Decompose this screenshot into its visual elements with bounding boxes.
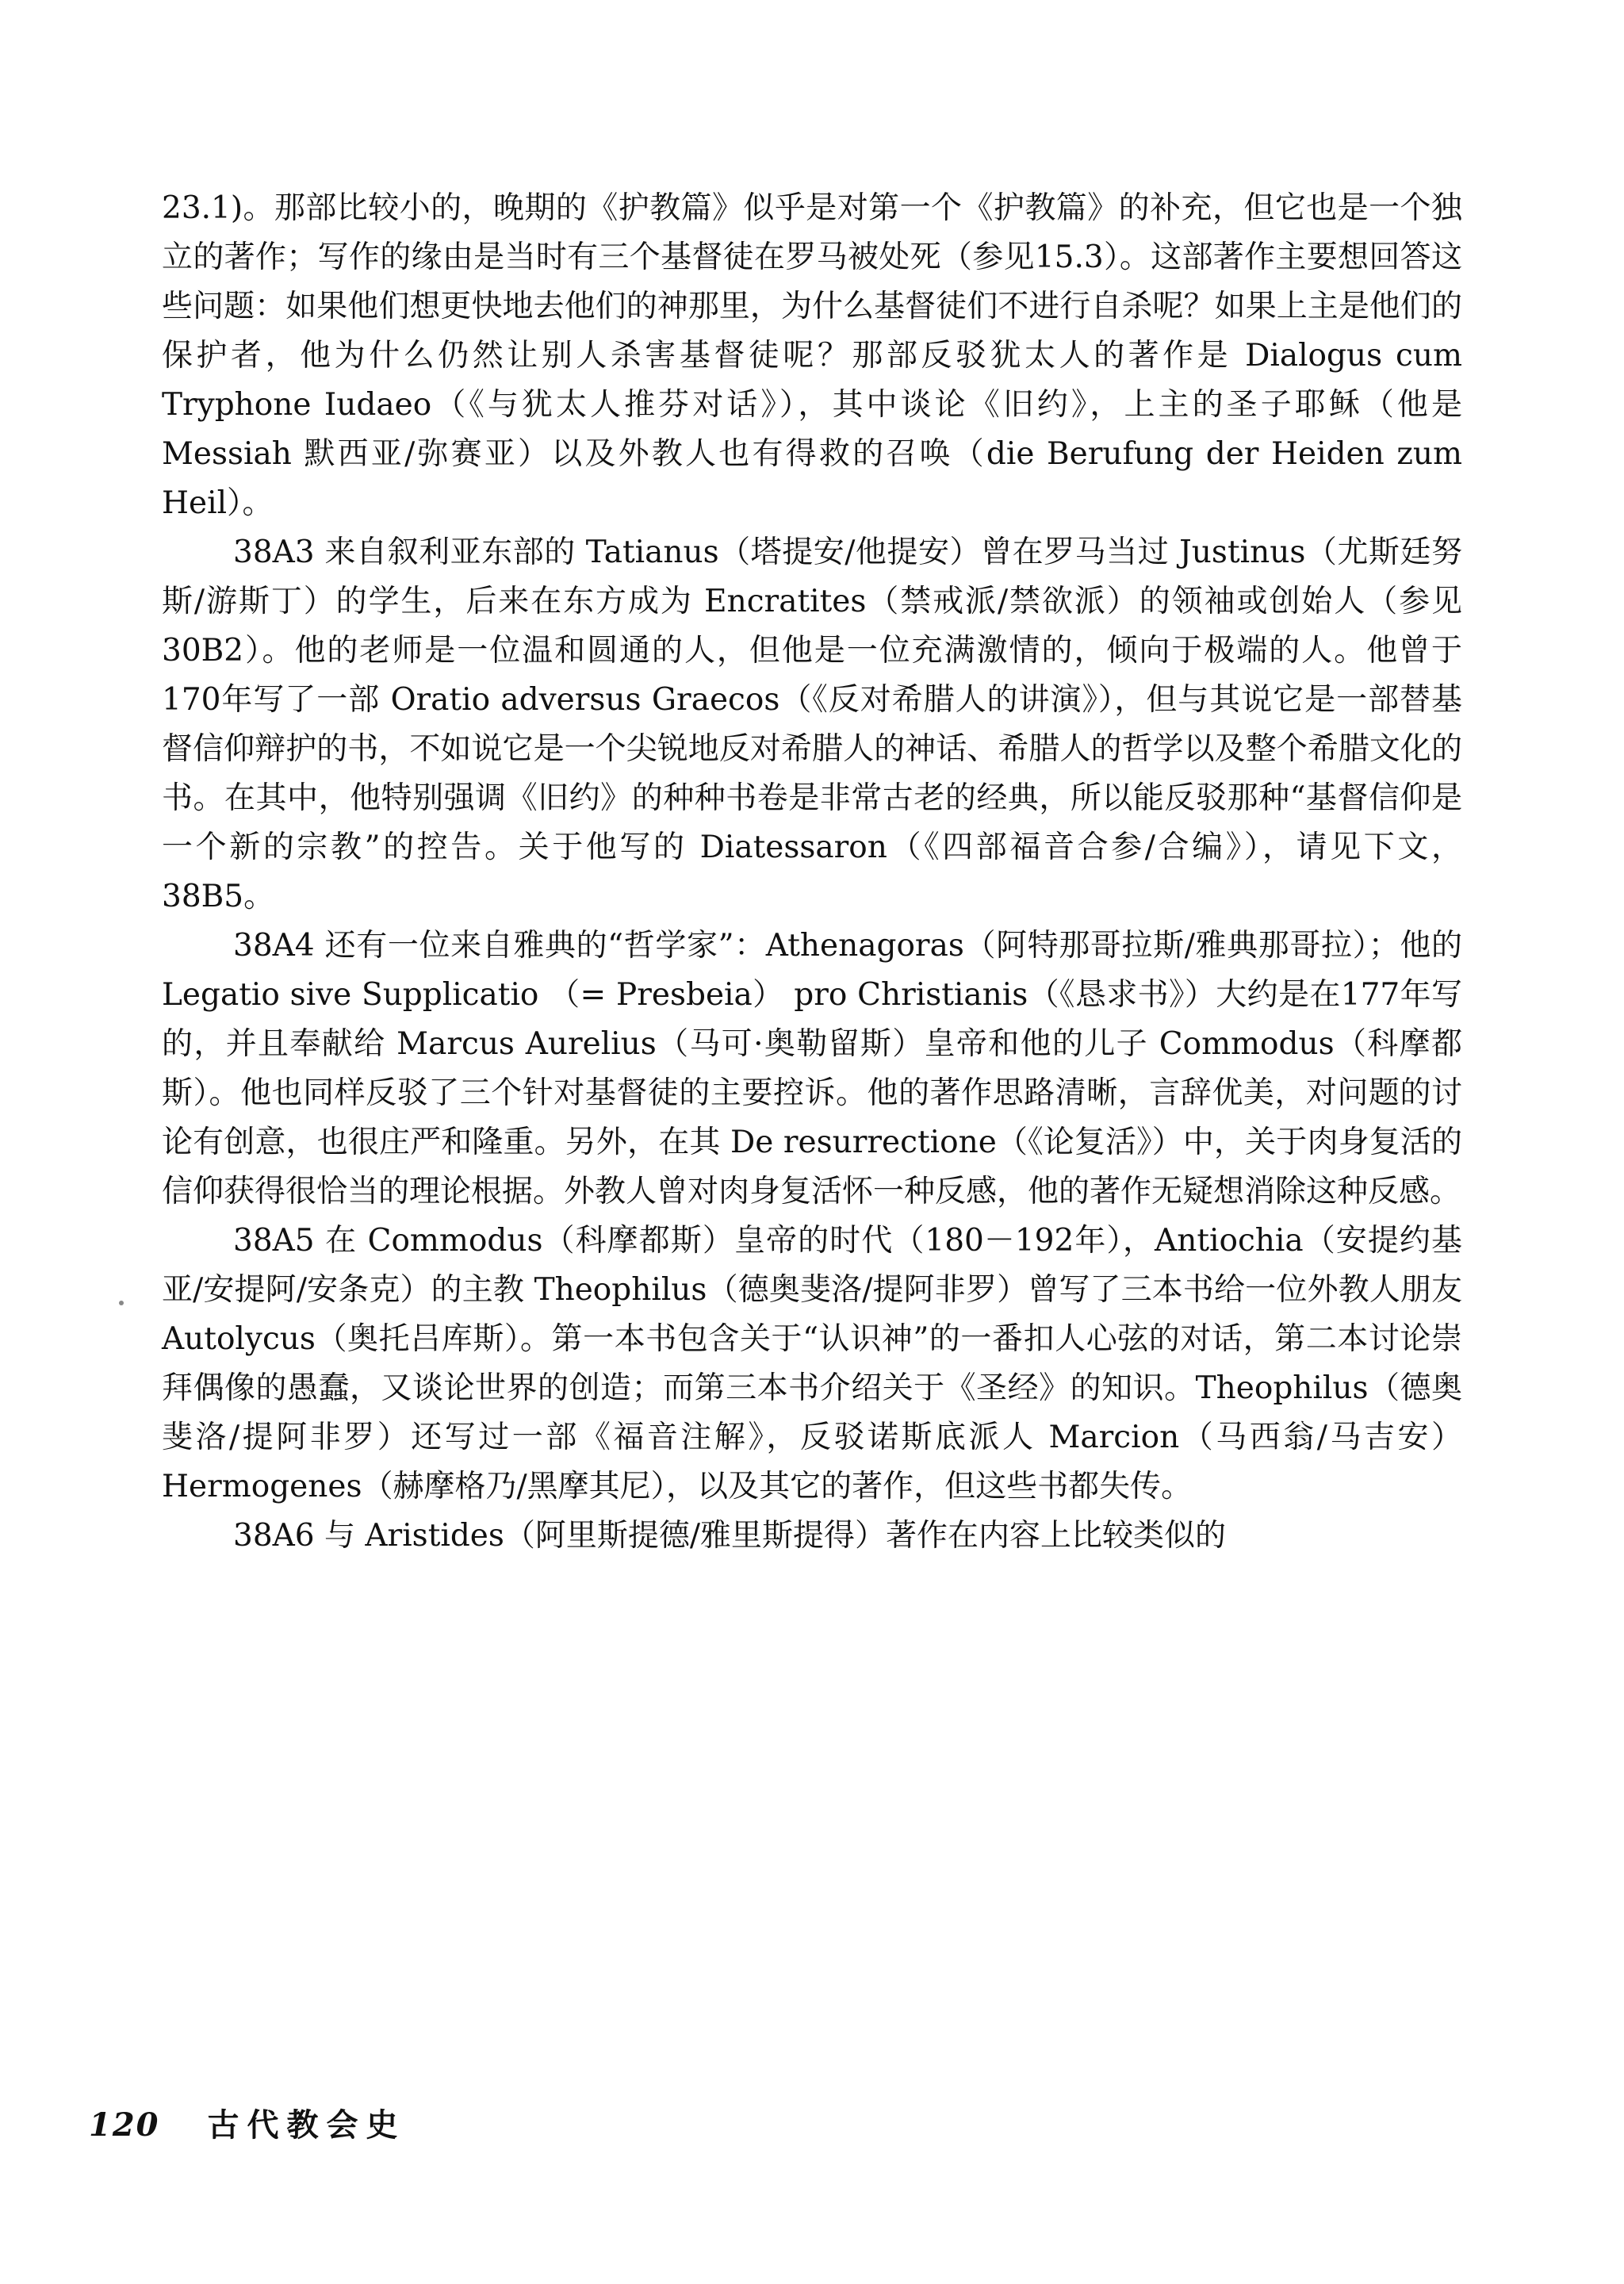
paragraph-38a6: 38A6 与 Aristides（阿里斯提德/雅里斯提得）著作在内容上比较类似的 bbox=[233, 1518, 1227, 1554]
page-footer bbox=[89, 2106, 406, 2145]
paragraph-38a3: 38A3 来自叙利亚东部的 Tatianus（塔提安/他提安）曾在罗马当过 Justinus（尤斯廷努斯/游斯丁）的学生，后来在东方成为 Encratites（禁戒派/禁欲派）的领袖或创始人（参见30B2）。他的老师是一位温和圆通的人，但他是一位充满激情的，倾向于极端的人。他曾于170年写了一部 Oratio adversus Graecos（《反对希腊人的讲演》），但与其说它是一部替基督信仰辩护的书，不如说它是一个尖锐地反对希腊人的神话、希腊人的哲学以及整个希腊文化的书。在其中，他特别强调《旧约》的种种书卷是非常古老的经典，所以能反驳那种“基督信仰是一个新的宗教”的控告。关于他写的 Diatessaron（《四部福音合参/合编》），请见下文，38B5。 bbox=[162, 535, 1462, 914]
page-number: 120 bbox=[89, 2106, 160, 2144]
paragraph-continuation: 23.1)。那部比较小的，晚期的《护教篇》似乎是对第一个《护教篇》的补充，但它也是一个独立的著作；写作的缘由是当时有三个基督徒在罗马被处死（参见15.3）。这部著作主要想回答这些问题：如果他们想更快地去他们的神那里，为什么基督徒们不进行自杀呢？如果上主是他们的保护者，他为什么仍然让别人杀害基督徒呢？那部反驳犹太人的著作是 Dialogus cum Tryphone Iudaeo（《与犹太人推芬对话》），其中谈论《旧约》，上主的圣子耶稣（他是 Messiah 默西亚/弥赛亚）以及外教人也有得救的召唤（die Berufung der Heiden zum Heil）。 bbox=[162, 190, 1462, 521]
running-title: 古代教会史 bbox=[207, 2106, 406, 2144]
paragraph-38a4: 38A4 还有一位来自雅典的“哲学家”：Athenagoras（阿特那哥拉斯/雅典那哥拉）；他的 Legatio sive Supplicatio （= Presbeia） pro Christianis（《恳求书》）大约是在177年写的，并且奉献给 Marcus Aurelius（马可·奥勒留斯）皇帝和他的儿子 Commodus（科摩都斯）。他也同样反驳了三个针对基督徒的主要控诉。他的著作思路清晰，言辞优美，对问题的讨论有创意，也很庄严和隆重。另外，在其 De resurrectione（《论复活》）中，关于肉身复活的信仰获得很恰当的理论根据。外教人曾对肉身复活怀一种反感，他的著作无疑想消除这种反感。 bbox=[162, 928, 1462, 1209]
body-text bbox=[162, 184, 1462, 1561]
paragraph-38a5: 38A5 在 Commodus（科摩都斯）皇帝的时代（180－192年），Antiochia（安提约基亚/安提阿/安条克）的主教 Theophilus（德奥斐洛/提阿非罗）曾写了三本书给一位外教人朋友 Autolycus（奥托吕库斯）。第一本书包含关于“认识神”的一番扣人心弦的对话，第二本讨论崇拜偶像的愚蠢，又谈论世界的创造；而第三本书介绍关于《圣经》的知识。Theophilus（德奥斐洛/提阿非罗）还写过一部《福音注解》，反驳诺斯底派人 Marcion（马西翁/马吉安）Hermogenes（赫摩格乃/黑摩其尼），以及其它的著作，但这些书都失传。 bbox=[162, 1223, 1462, 1504]
scan-speck bbox=[119, 1301, 124, 1305]
